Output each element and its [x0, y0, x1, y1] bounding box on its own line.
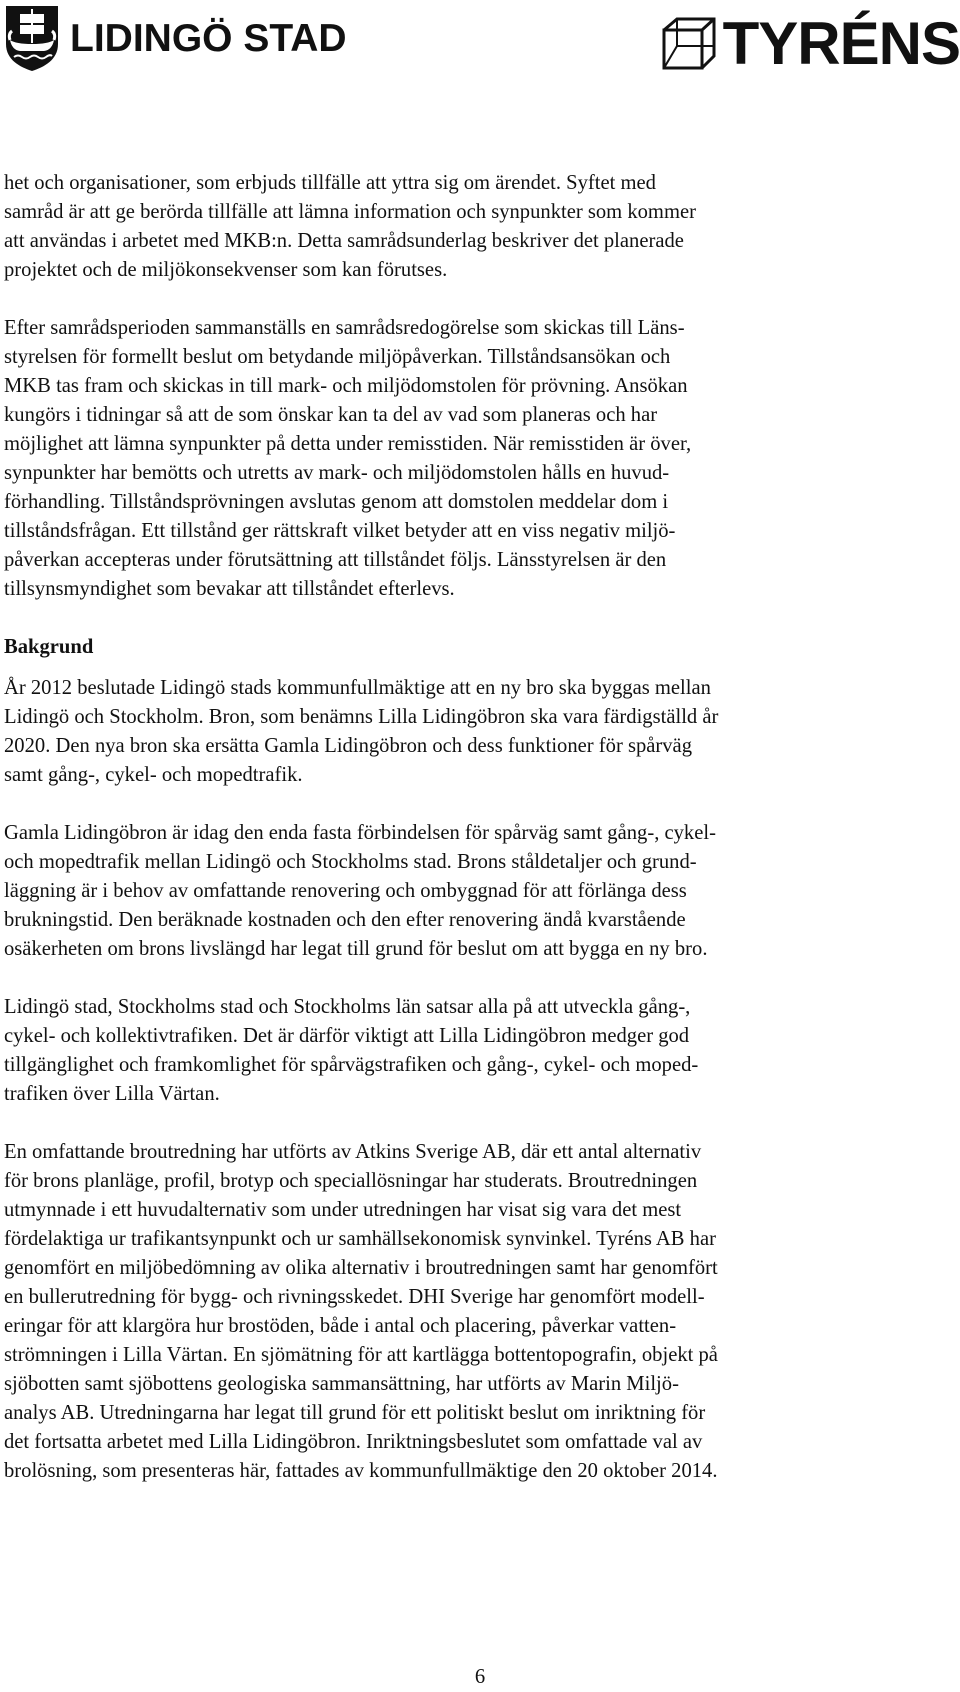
text-line: analys AB. Utredningarna har legat till grund för ett politiskt beslut om inriktning för [4, 1402, 706, 1424]
text-line: styrelsen för formellt beslut om betydande miljöpåverkan. Tillståndsansökan och [4, 346, 671, 368]
text-line: det fortsatta arbetet med Lilla Lidingöbron. Inriktningsbeslutet som omfattade val av [4, 1431, 703, 1453]
document-body [4, 169, 944, 1515]
text-line: möjlighet att lämna synpunkter på detta under remisstiden. När remisstiden är över, [4, 433, 692, 455]
paragraph-consultation [4, 169, 944, 285]
lidingo-stad-wordmark: LIDINGÖ STAD [70, 16, 347, 60]
text-line: förhandling. Tillståndsprövningen avslutas genom att domstolen meddelar dom i [4, 491, 669, 513]
text-line: Lidingö och Stockholm. Bron, som benämns Lilla Lidingöbron ska vara färdigställd år [4, 706, 719, 728]
text-line: Efter samrådsperioden sammanställs en samrådsredogörelse som skickas till Läns- [4, 317, 685, 339]
text-line: och mopedtrafik mellan Lidingö och Stockholms stad. Brons ståldetaljer och grund- [4, 851, 697, 873]
paragraph-decision-2012 [4, 674, 944, 790]
text-line: eringar för att klargöra hur brostöden, både i antal och placering, påverkar vatten- [4, 1315, 677, 1337]
text-line: cykel- och kollektivtrafiken. Det är därför viktigt att Lilla Lidingöbron medger god [4, 1025, 690, 1047]
text-line: tillsynsmyndighet som bevakar att tillståndet efterlevs. [4, 578, 455, 600]
text-line: En omfattande broutredning har utförts av Atkins Sverige AB, där ett antal alternativ [4, 1141, 702, 1163]
page-number: 6 [474, 1666, 486, 1688]
text-line: het och organisationer, som erbjuds tillfälle att yttra sig om ärendet. Syftet med [4, 172, 656, 194]
text-line: brukningstid. Den beräknade kostnaden och den efter renovering ändå kvarstående [4, 909, 686, 931]
tyrens-logo [661, 12, 960, 76]
text-line: synpunkter har bemötts och utretts av mark- och miljödomstolen hålls en huvud- [4, 462, 670, 484]
text-line: Gamla Lidingöbron är idag den enda fasta förbindelsen för spårväg samt gång-, cykel- [4, 822, 716, 844]
text-line: sjöbotten samt sjöbottens geologiska sammansättning, har utförts av Marin Miljö- [4, 1373, 679, 1395]
section-heading: Bakgrund [4, 636, 94, 658]
text-line: tillgänglighet och framkomlighet för spårvägstrafiken och gång-, cykel- och moped- [4, 1054, 699, 1076]
text-line: osäkerheten om brons livslängd har legat till grund för beslut om att bygga en ny bro. [4, 938, 708, 960]
text-line: en bullerutredning för bygg- och rivningsskedet. DHI Sverige har genomfört modell- [4, 1286, 705, 1308]
text-line: för brons planläge, profil, brotyp och speciallösningar har studerats. Broutredningen [4, 1170, 698, 1192]
text-line: projektet och de miljökonsekvenser som kan förutses. [4, 259, 448, 281]
text-line: utmynnade i ett huvudalternativ som under utredningen har visat sig vara det mest [4, 1199, 682, 1221]
paragraph-old-bridge [4, 819, 944, 964]
text-line: 2020. Den nya bron ska ersätta Gamla Lidingöbron och dess funktioner för spårväg [4, 735, 692, 757]
text-line: samråd är att ge berörda tillfälle att lämna information och synpunkter som kommer [4, 201, 696, 223]
text-line: fördelaktiga ur trafikantsynpunkt och ur samhällsekonomisk synvinkel. Tyréns AB har [4, 1228, 716, 1250]
text-line: strömningen i Lilla Värtan. En sjömätning för att kartlägga bottentopografin, objekt på [4, 1344, 718, 1366]
text-line: År 2012 beslutade Lidingö stads kommunfullmäktige att en ny bro ska byggas mellan [4, 677, 711, 699]
text-line: Lidingö stad, Stockholms stad och Stockholms län satsar alla på att utveckla gång-, [4, 996, 691, 1018]
lidingo-stad-logo [4, 4, 347, 72]
text-line: påverkan accepteras under förutsättning att tillståndet följs. Länsstyrelsen är den [4, 549, 667, 571]
text-line: kungörs i tidningar så att de som önskar kan ta del av vad som planeras och har [4, 404, 658, 426]
text-line: tillståndsfrågan. Ett tillstånd ger rättskraft vilket betyder att en viss negativ miljö- [4, 520, 676, 542]
text-line: samt gång-, cykel- och mopedtrafik. [4, 764, 303, 786]
text-line: MKB tas fram och skickas in till mark- och miljödomstolen för prövning. Ansökan [4, 375, 688, 397]
text-line: att användas i arbetet med MKB:n. Detta samrådsunderlag beskriver det planerade [4, 230, 684, 252]
text-line: brolösning, som presenteras här, fattades av kommunfullmäktige den 20 oktober 2014. [4, 1460, 718, 1482]
text-line: trafiken över Lilla Värtan. [4, 1083, 220, 1105]
tyrens-wordmark: TYRÉNS [722, 10, 960, 77]
tyrens-cube-icon [661, 16, 717, 72]
text-line: genomfört en miljöbedömning av olika alternativ i broutredningen samt har genomfört [4, 1257, 718, 1279]
paragraph-bridge-investigation [4, 1138, 944, 1486]
page-header [0, 0, 960, 90]
viking-ship-crest-icon [4, 4, 60, 72]
paragraph-traffic-development [4, 993, 944, 1109]
text-line: läggning är i behov av omfattande renovering och ombyggnad för att förlänga dess [4, 880, 687, 902]
paragraph-permit-process [4, 314, 944, 604]
